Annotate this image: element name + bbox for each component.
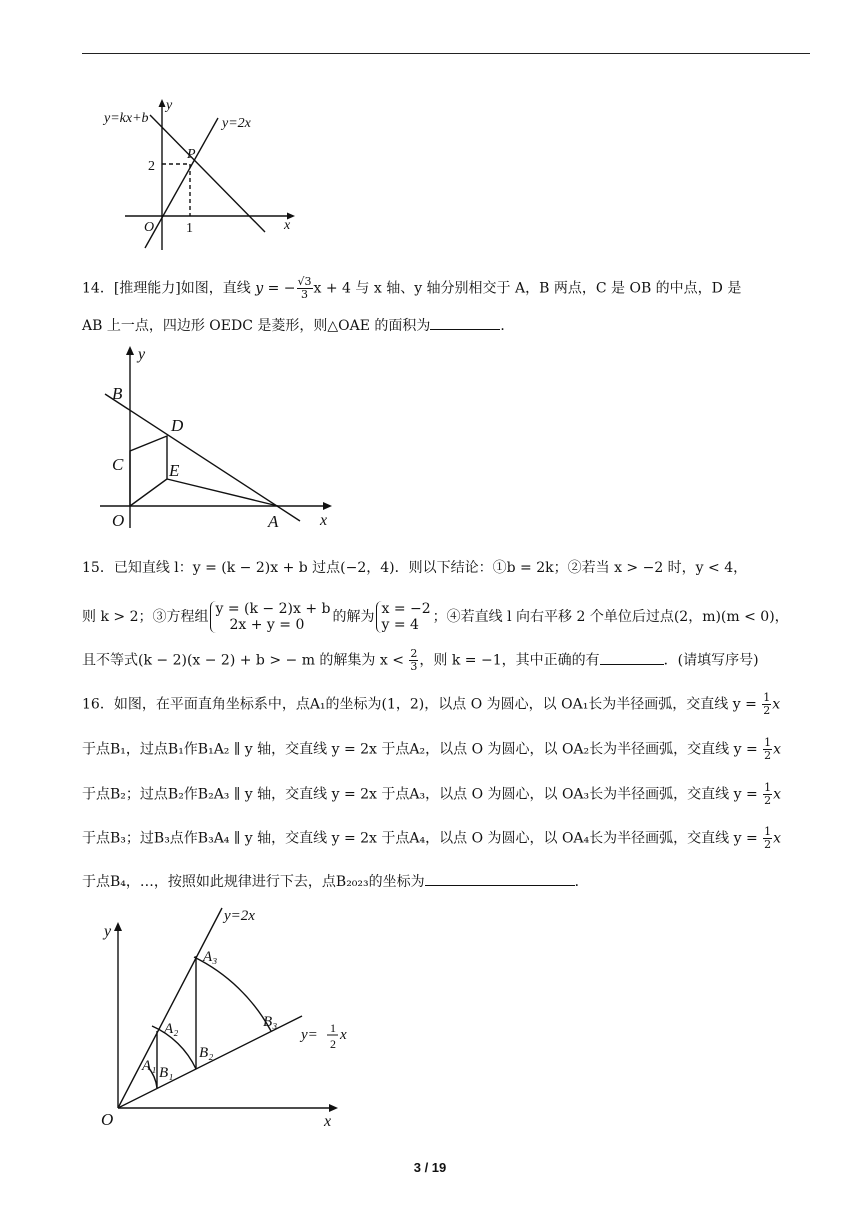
label-A1: A₁: [142, 1058, 157, 1074]
label-A3: A₃: [203, 949, 218, 965]
q16-line4: 于点B₃；过B₃点作B₃A₄ ∥ y 轴，交直线 y = 2x 于点A₄，以点 O 为圆心，以 OA₄长为半径画弧，交直线 y = $\frac{1}{2}$ x: [82, 825, 782, 851]
q16-line2: 于点B₁，过点B₁作B₁A₂ ∥ y 轴，交直线 y = 2x 于点A₂，以点 O 为圆心，以 OA₂长为半径画弧，交直线 y = $\frac{1}{2}$ x: [82, 736, 782, 762]
label-y: y: [104, 923, 112, 940]
label-E: E: [169, 461, 180, 480]
answer-blank-q14: [430, 315, 500, 330]
page-number: 3 / 19: [413, 1160, 447, 1175]
label-A: A: [268, 512, 279, 531]
label-x: x: [284, 218, 291, 233]
label-half-num: 1: [330, 1021, 336, 1035]
figure-q14: [100, 343, 340, 533]
label-half-den: 2: [330, 1037, 336, 1051]
label-x: x: [320, 512, 328, 529]
q14-line1: 14．[推理能力]如图，直线 y = − $\frac{√3}{3}$ x + 4 与 x 轴、y 轴分别相交于 A，B 两点，C 是 OB 的中点，D 是: [82, 275, 742, 301]
label-B1: B₁: [159, 1065, 174, 1081]
label-y: y: [166, 98, 173, 113]
label-O: O: [144, 220, 155, 235]
line-AB: [105, 394, 300, 521]
label-halfx: x: [340, 1027, 347, 1043]
figure-q16: [96, 898, 386, 1138]
segment-EA: [167, 479, 278, 506]
q15-line1: 15．已知直线 l：y = (k − 2)x + b 过点(−2，4)．则以下结论：①b = 2k；②若当 x > −2 时，y < 4，: [82, 560, 748, 576]
answer-blank-q16: [425, 871, 575, 886]
q14-line2: AB 上一点，四边形 OEDC 是菱形，则△OAE 的面积为 ．: [82, 315, 514, 336]
q16-line3: 于点B₂；过点B₂作B₂A₃ ∥ y 轴，交直线 y = 2x 于点A₃，以点 O 为圆心，以 OA₃长为半径画弧，交直线 y = $\frac{1}{2}$ x: [82, 781, 782, 807]
y-arrow: [126, 346, 134, 355]
x-arrow: [329, 1104, 338, 1112]
answer-blank-q15: [600, 650, 664, 665]
label-2x: y=2x: [224, 908, 255, 924]
q16-line5: 于点B₄，…，按照如此规律进行下去，点B₂₀₂₃的坐标为 ．: [82, 871, 589, 892]
x-arrow: [323, 502, 332, 510]
label-y: y: [138, 346, 146, 363]
label-D: D: [171, 416, 184, 435]
figure-q13: [100, 95, 300, 255]
solution-system: x = −2 y = 4: [376, 601, 430, 633]
line-y-kx-b: [150, 115, 265, 232]
label-O: O: [112, 511, 125, 530]
label-O: O: [101, 1110, 114, 1129]
label-C: C: [112, 455, 124, 474]
label-1: 1: [186, 221, 193, 236]
header-rule: [82, 53, 810, 54]
label-A2: A₂: [164, 1021, 179, 1037]
q15-line2: 则 k > 2；③方程组 y = (k − 2)x + b 2x + y = 0 的解为 x = −2 y = 4 ；④若直线 l 向右平移 2 个单位后过点(2，m)(m < 0)，: [82, 601, 789, 633]
label-2x: y=2x: [222, 116, 251, 131]
q15-line3: 且不等式(k − 2)(x − 2) + b > − m 的解集为 x < $\frac{2}{3}$ ，则 k = −1，其中正确的有 ．(请填写序号): [82, 647, 759, 673]
label-2: 2: [148, 159, 155, 174]
label-B3: B₃: [263, 1014, 278, 1030]
label-x: x: [324, 1113, 332, 1130]
label-P: P: [187, 147, 196, 162]
q16-line1: 16．如图，在平面直角坐标系中，点A₁的坐标为(1，2)，以点 O 为圆心，以 OA₁长为半径画弧，交直线 y = $\frac{1}{2}$ x: [82, 691, 781, 717]
y-arrow: [159, 99, 166, 107]
label-B: B: [112, 384, 123, 403]
label-B2: B₂: [199, 1045, 214, 1061]
label-kxb: y=kx+b: [104, 111, 149, 126]
rhombus-OEDC: [130, 436, 167, 506]
line-y-2x: [145, 118, 218, 248]
y-arrow: [114, 922, 122, 931]
label-yeq: y=: [301, 1027, 318, 1043]
equation-system: y = (k − 2)x + b 2x + y = 0: [210, 601, 330, 633]
arc-A3B3: [194, 957, 271, 1031]
